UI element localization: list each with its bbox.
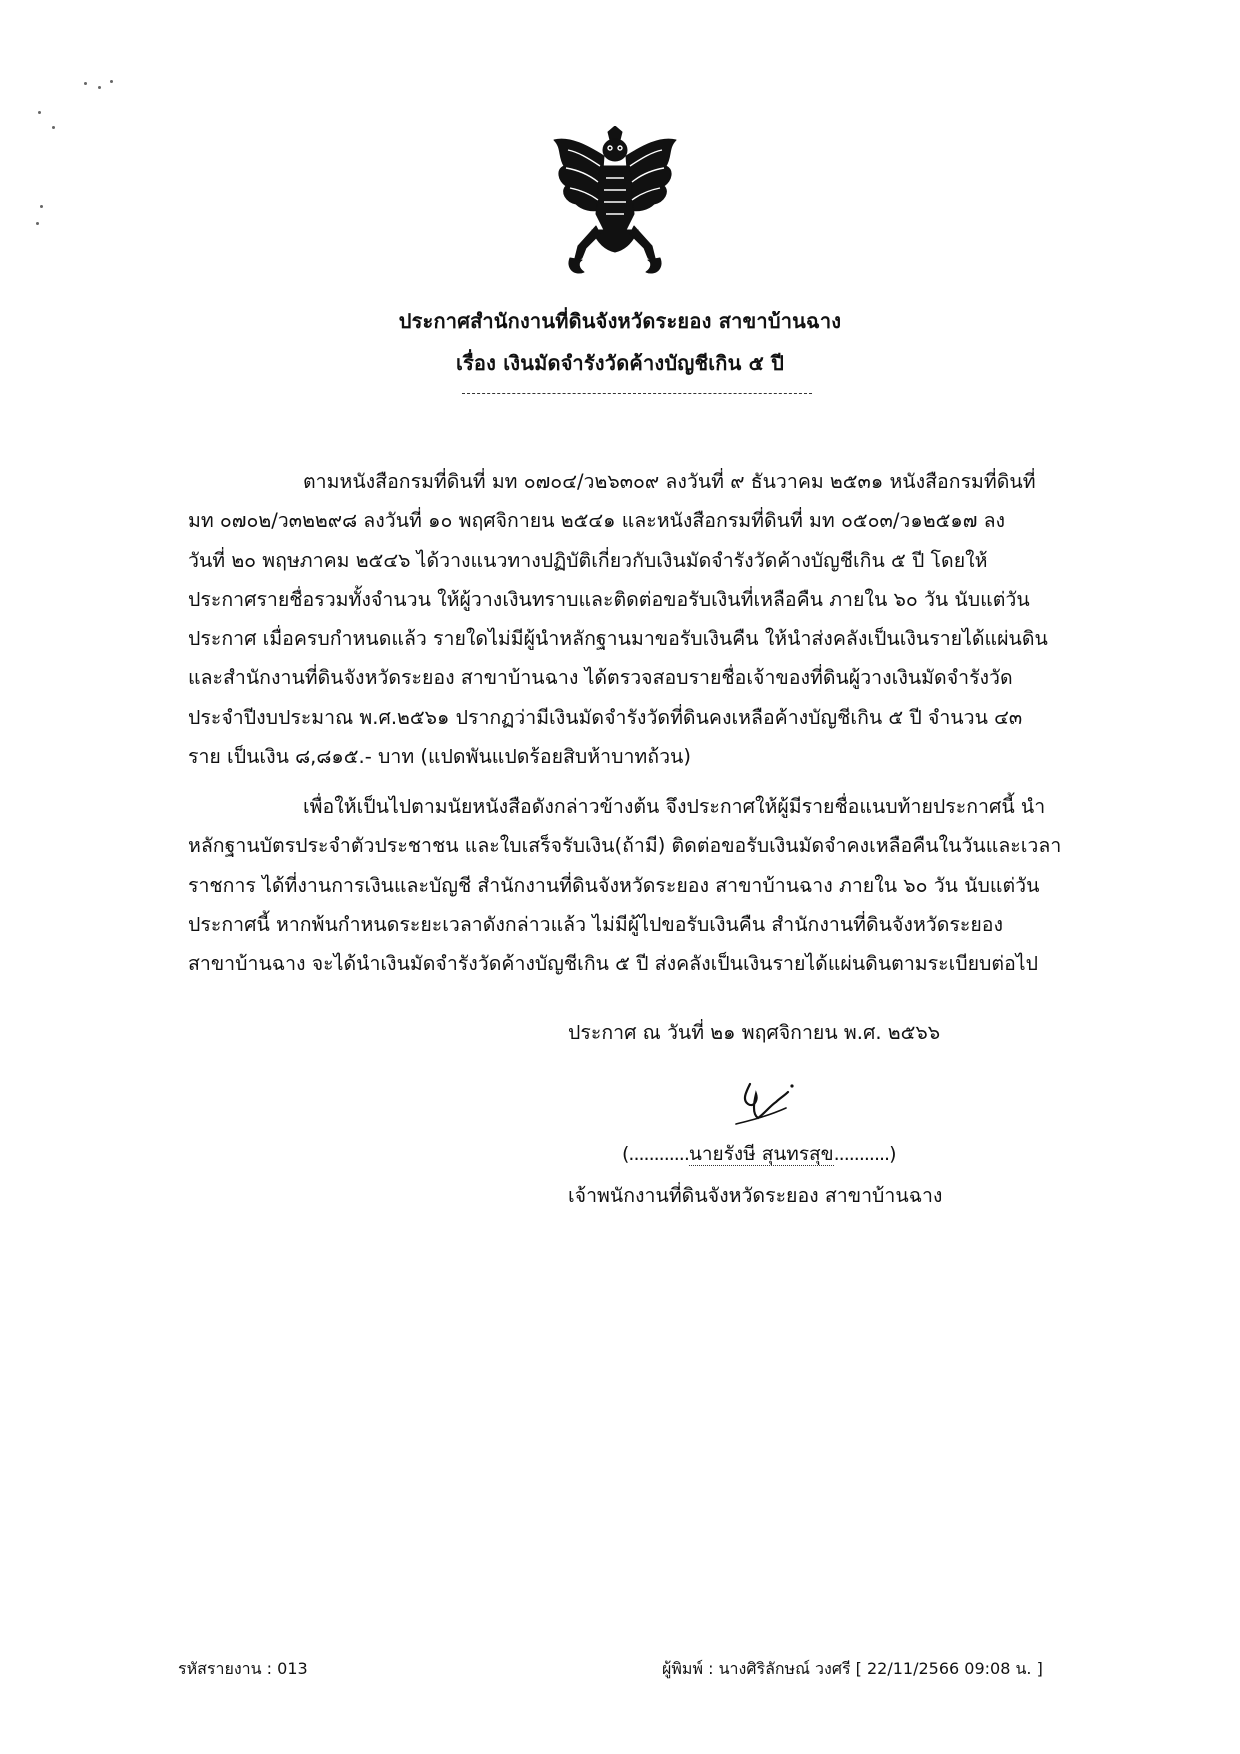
report-code: รหัสรายงาน : 013 — [178, 1659, 308, 1678]
paragraph-line: ประกาศ เมื่อครบกำหนดแล้ว รายใดไม่มีผู้นำหลักฐานมาขอรับเงินคืน ให้นำส่งคลังเป็นเงินรายได้แผ่นดิน — [188, 627, 1048, 651]
paragraph-line: สาขาบ้านฉาง จะได้นำเงินมัดจำรังวัดค้างบัญชีเกิน ๕ ปี ส่งคลังเป็นเงินรายได้แผ่นดินตามระเบียบต่อไป — [188, 952, 1038, 976]
scan-speck — [98, 86, 101, 89]
scan-speck — [52, 126, 55, 129]
title-divider — [462, 393, 812, 394]
body-paragraph-1 — [188, 462, 1078, 776]
paragraph-line: และสำนักงานที่ดินจังหวัดระยอง สาขาบ้านฉาง ได้ตรวจสอบรายชื่อเจ้าของที่ดินผู้วางเงินมัดจำรังวัด — [188, 666, 1013, 690]
scan-speck — [110, 80, 113, 83]
announcement-subject: เรื่อง เงินมัดจำรังวัดค้างบัญชีเกิน ๕ ปี — [455, 351, 785, 375]
paragraph-line: ตามหนังสือกรมที่ดินที่ มท ๐๗๐๔/ว๒๖๓๐๙ ลงวันที่ ๙ ธันวาคม ๒๕๓๑ หนังสือกรมที่ดินที่ — [303, 470, 1036, 493]
paragraph-line: ประกาศนี้ หากพ้นกำหนดระยะเวลาดังกล่าวแล้ว ไม่มีผู้ไปขอรับเงินคืน สำนักงานที่ดินจังหวัดระยอง — [188, 912, 1004, 936]
body-paragraph-2 — [188, 787, 1078, 983]
paragraph-line: หลักฐานบัตรประจำตัวประชาชน และใบเสร็จรับเงิน(ถ้ามี) ติดต่อขอรับเงินมัดจำคงเหลือคืนในวันและเวลา — [188, 834, 1062, 858]
paragraph-line: ราชการ ได้ที่งานการเงินและบัญชี สำนักงานที่ดินจังหวัดระยอง สาขาบ้านฉาง ภายใน ๖๐ วัน นับแต่วัน — [188, 873, 1040, 897]
paragraph-line: มท ๐๗๐๒/ว๓๒๒๙๘ ลงวันที่ ๑๐ พฤศจิกายน ๒๕๔๑ และหนังสือกรมที่ดินที่ มท ๐๕๐๓/ว๑๒๕๑๗ ลง — [188, 509, 1006, 533]
paragraph-line: ราย เป็นเงิน ๘,๘๑๕.- บาท (แปดพันแปดร้อยสิบห้าบาทถ้วน) — [188, 745, 691, 769]
announcement-title: ประกาศสำนักงานที่ดินจังหวัดระยอง สาขาบ้านฉาง — [398, 309, 842, 333]
paragraph-line: ประจำปีงบประมาณ พ.ศ.๒๕๖๑ ปรากฏว่ามีเงินมัดจำรังวัดที่ดินคงเหลือค้างบัญชีเกิน ๕ ปี จำนวน ๔๓ — [188, 705, 1023, 729]
paragraph-line: ประกาศรายชื่อรวมทั้งจำนวน ให้ผู้วางเงินทราบและติดต่อขอรับเงินที่เหลือคืน ภายใน ๖๐ วัน นับแต่วัน — [188, 587, 1030, 611]
paragraph-line: วันที่ ๒๐ พฤษภาคม ๒๕๔๖ ได้วางแนวทางปฏิบัติเกี่ยวกับเงินมัดจำรังวัดค้างบัญชีเกิน ๕ ปี โดยให้ — [188, 548, 988, 572]
signer-name-line — [622, 1139, 896, 1169]
garuda-emblem-icon — [548, 126, 682, 278]
announcement-date: ประกาศ ณ วันที่ ๒๑ พฤศจิกายน พ.ศ. ๒๕๖๖ — [568, 1021, 941, 1044]
printer-info: ผู้พิมพ์ : นางศิริลักษณ์ วงศรี [ 22/11/2566 09:08 น. ] — [662, 1659, 1043, 1678]
signer-close: ...........) — [833, 1143, 896, 1165]
scan-speck — [40, 205, 43, 208]
signer-open: (............ — [622, 1143, 689, 1165]
signer-position: เจ้าพนักงานที่ดินจังหวัดระยอง สาขาบ้านฉาง — [568, 1184, 943, 1207]
scan-speck — [84, 82, 87, 85]
signer-name: นายรังษี สุนทรสุข — [688, 1143, 834, 1165]
scan-speck — [38, 111, 41, 114]
paragraph-line: เพื่อให้เป็นไปตามนัยหนังสือดังกล่าวข้างต้น จึงประกาศให้ผู้มีรายชื่อแนบท้ายประกาศนี้ นำ — [303, 795, 1046, 818]
scan-speck — [36, 222, 39, 225]
handwritten-signature — [728, 1078, 798, 1136]
